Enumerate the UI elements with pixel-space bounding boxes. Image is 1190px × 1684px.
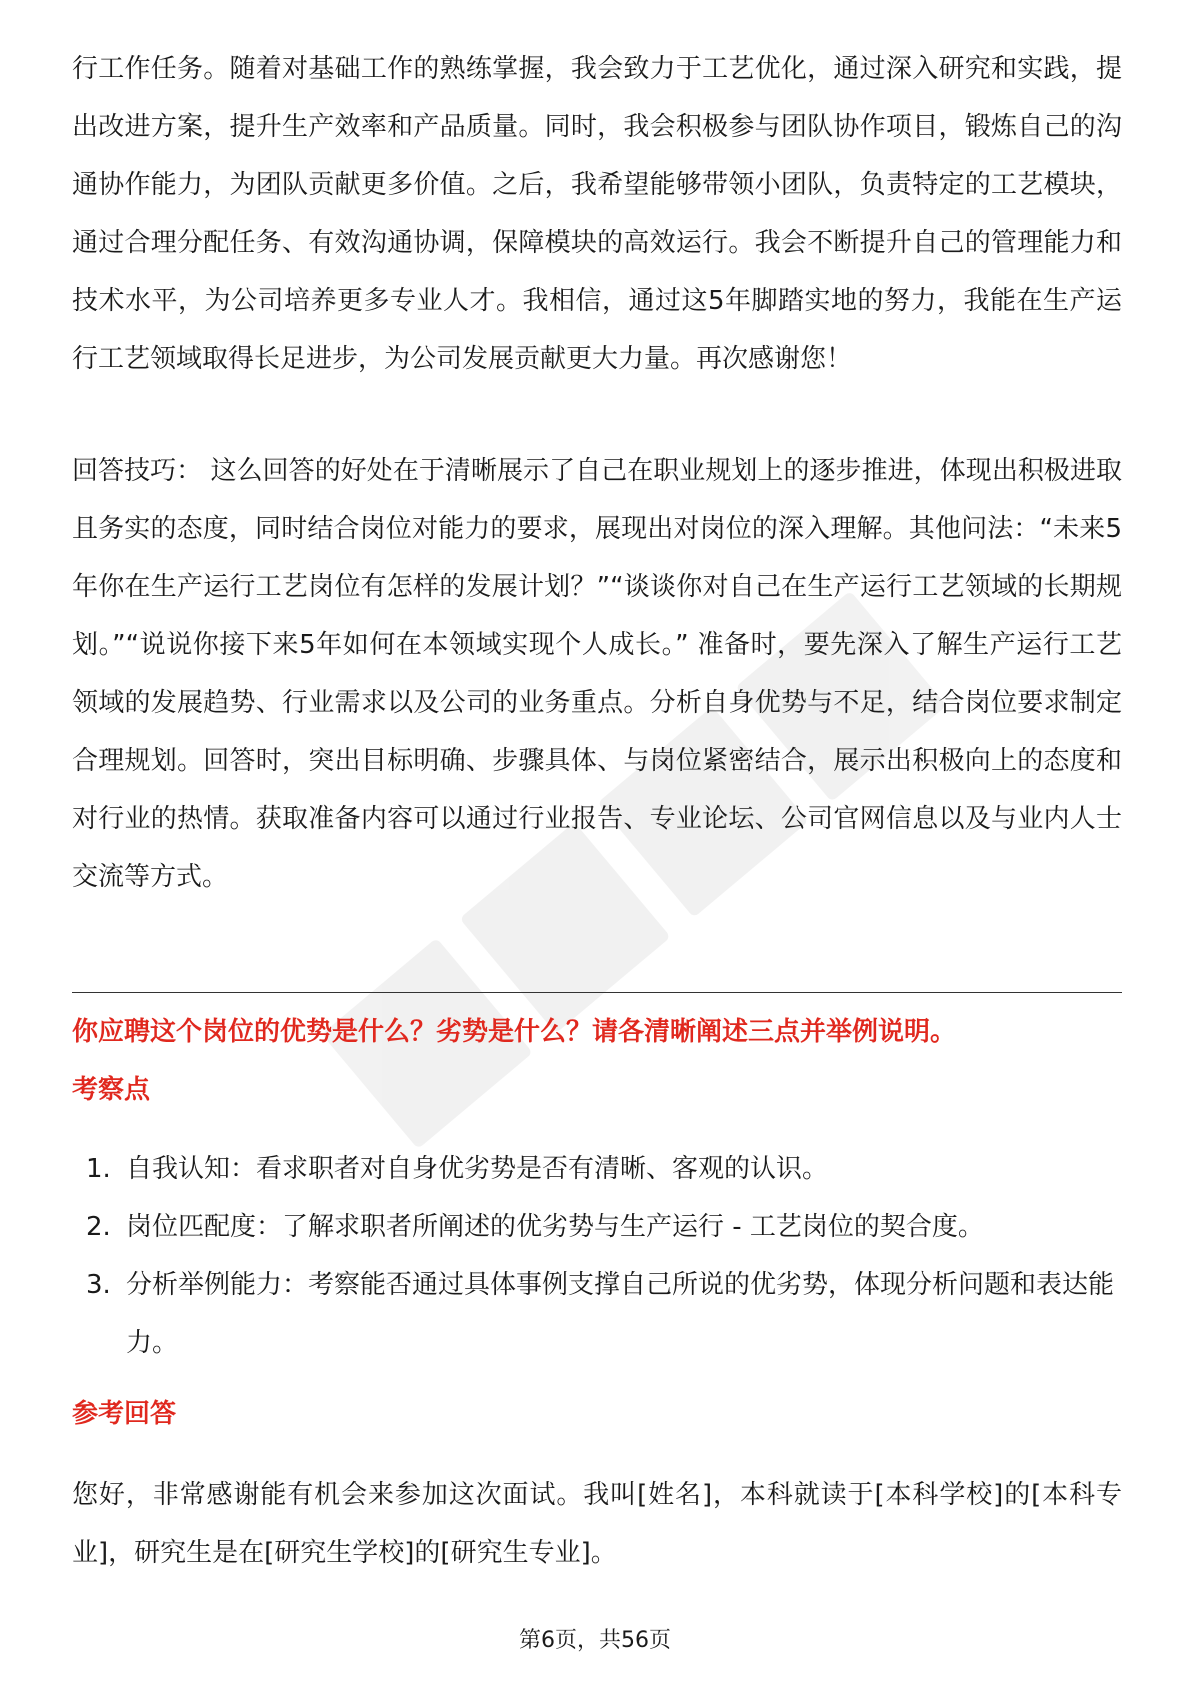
list-item — [72, 1256, 1122, 1372]
reference-answer-paragraph: 您好，非常感谢能有机会来参加这次面试。我叫[姓名]，本科就读于[本科学校]的[本科专业]，研究生是在[研究生学校]的[研究生专业]。 — [72, 1480, 1122, 1568]
list-item-text: 自我认知：看求职者对自身优劣势是否有清晰、客观的认识。 — [126, 1154, 829, 1184]
section-divider — [72, 992, 1122, 993]
list-item-text: 分析举例能力：考察能否通过具体事例支撑自己所说的优劣势，体现分析问题和表达能力。 — [126, 1270, 1115, 1358]
list-item-number: 2. — [86, 1212, 111, 1242]
list-item-number: 3. — [86, 1270, 111, 1300]
list-item-number: 1. — [86, 1154, 111, 1184]
points-heading: 考察点 — [72, 1075, 151, 1105]
page-number: 第6页，共56页 — [519, 1628, 671, 1653]
list-item — [72, 1140, 1122, 1198]
points-list — [72, 1140, 1122, 1372]
body-paragraph-continuation: 行工作任务。随着对基础工作的熟练掌握，我会致力于工艺优化，通过深入研究和实践，提出改进方案，提升生产效率和产品质量。同时，我会积极参与团队协作项目，锻炼自己的沟通协作能力，为团队贡献更多价值。之后，我希望能够带领小团队，负责特定的工艺模块，通过合理分配任务、有效沟通协调，保障模块的高效运行。我会不断提升自己的管理能力和技术水平，为公司培养更多专业人才。我相信，通过这5年脚踏实地的努力，我能在生产运行工艺领域取得长足进步，为公司发展贡献更大力量。再次感谢您！ — [72, 54, 1122, 374]
list-item — [72, 1198, 1122, 1256]
question-title: 你应聘这个岗位的优势是什么？劣势是什么？请各清晰阐述三点并举例说明。 — [72, 1017, 957, 1047]
answer-heading: 参考回答 — [72, 1399, 177, 1429]
list-item-text: 岗位匹配度：了解求职者所阐述的优劣势与生产运行 - 工艺岗位的契合度。 — [126, 1212, 984, 1242]
answer-tips-paragraph: 回答技巧： 这么回答的好处在于清晰展示了自己在职业规划上的逐步推进，体现出积极进取且务实的态度，同时结合岗位对能力的要求，展现出对岗位的深入理解。其他问法：“未来5年你在生产运行工艺岗位有怎样的发展计划？”“谈谈你对自己在生产运行工艺领域的长期规划。”“说说你接下来5年如何在本领域实现个人成长。” 准备时，要先深入了解生产运行工艺领域的发展趋势、行业需求以及公司的业务重点。分析自身优势与不足，结合岗位要求制定合理规划。回答时，突出目标明确、步骤具体、与岗位紧密结合，展示出积极向上的态度和对行业的热情。获取准备内容可以通过行业报告、专业论坛、公司官网信息以及与业内人士交流等方式。 — [72, 456, 1122, 892]
